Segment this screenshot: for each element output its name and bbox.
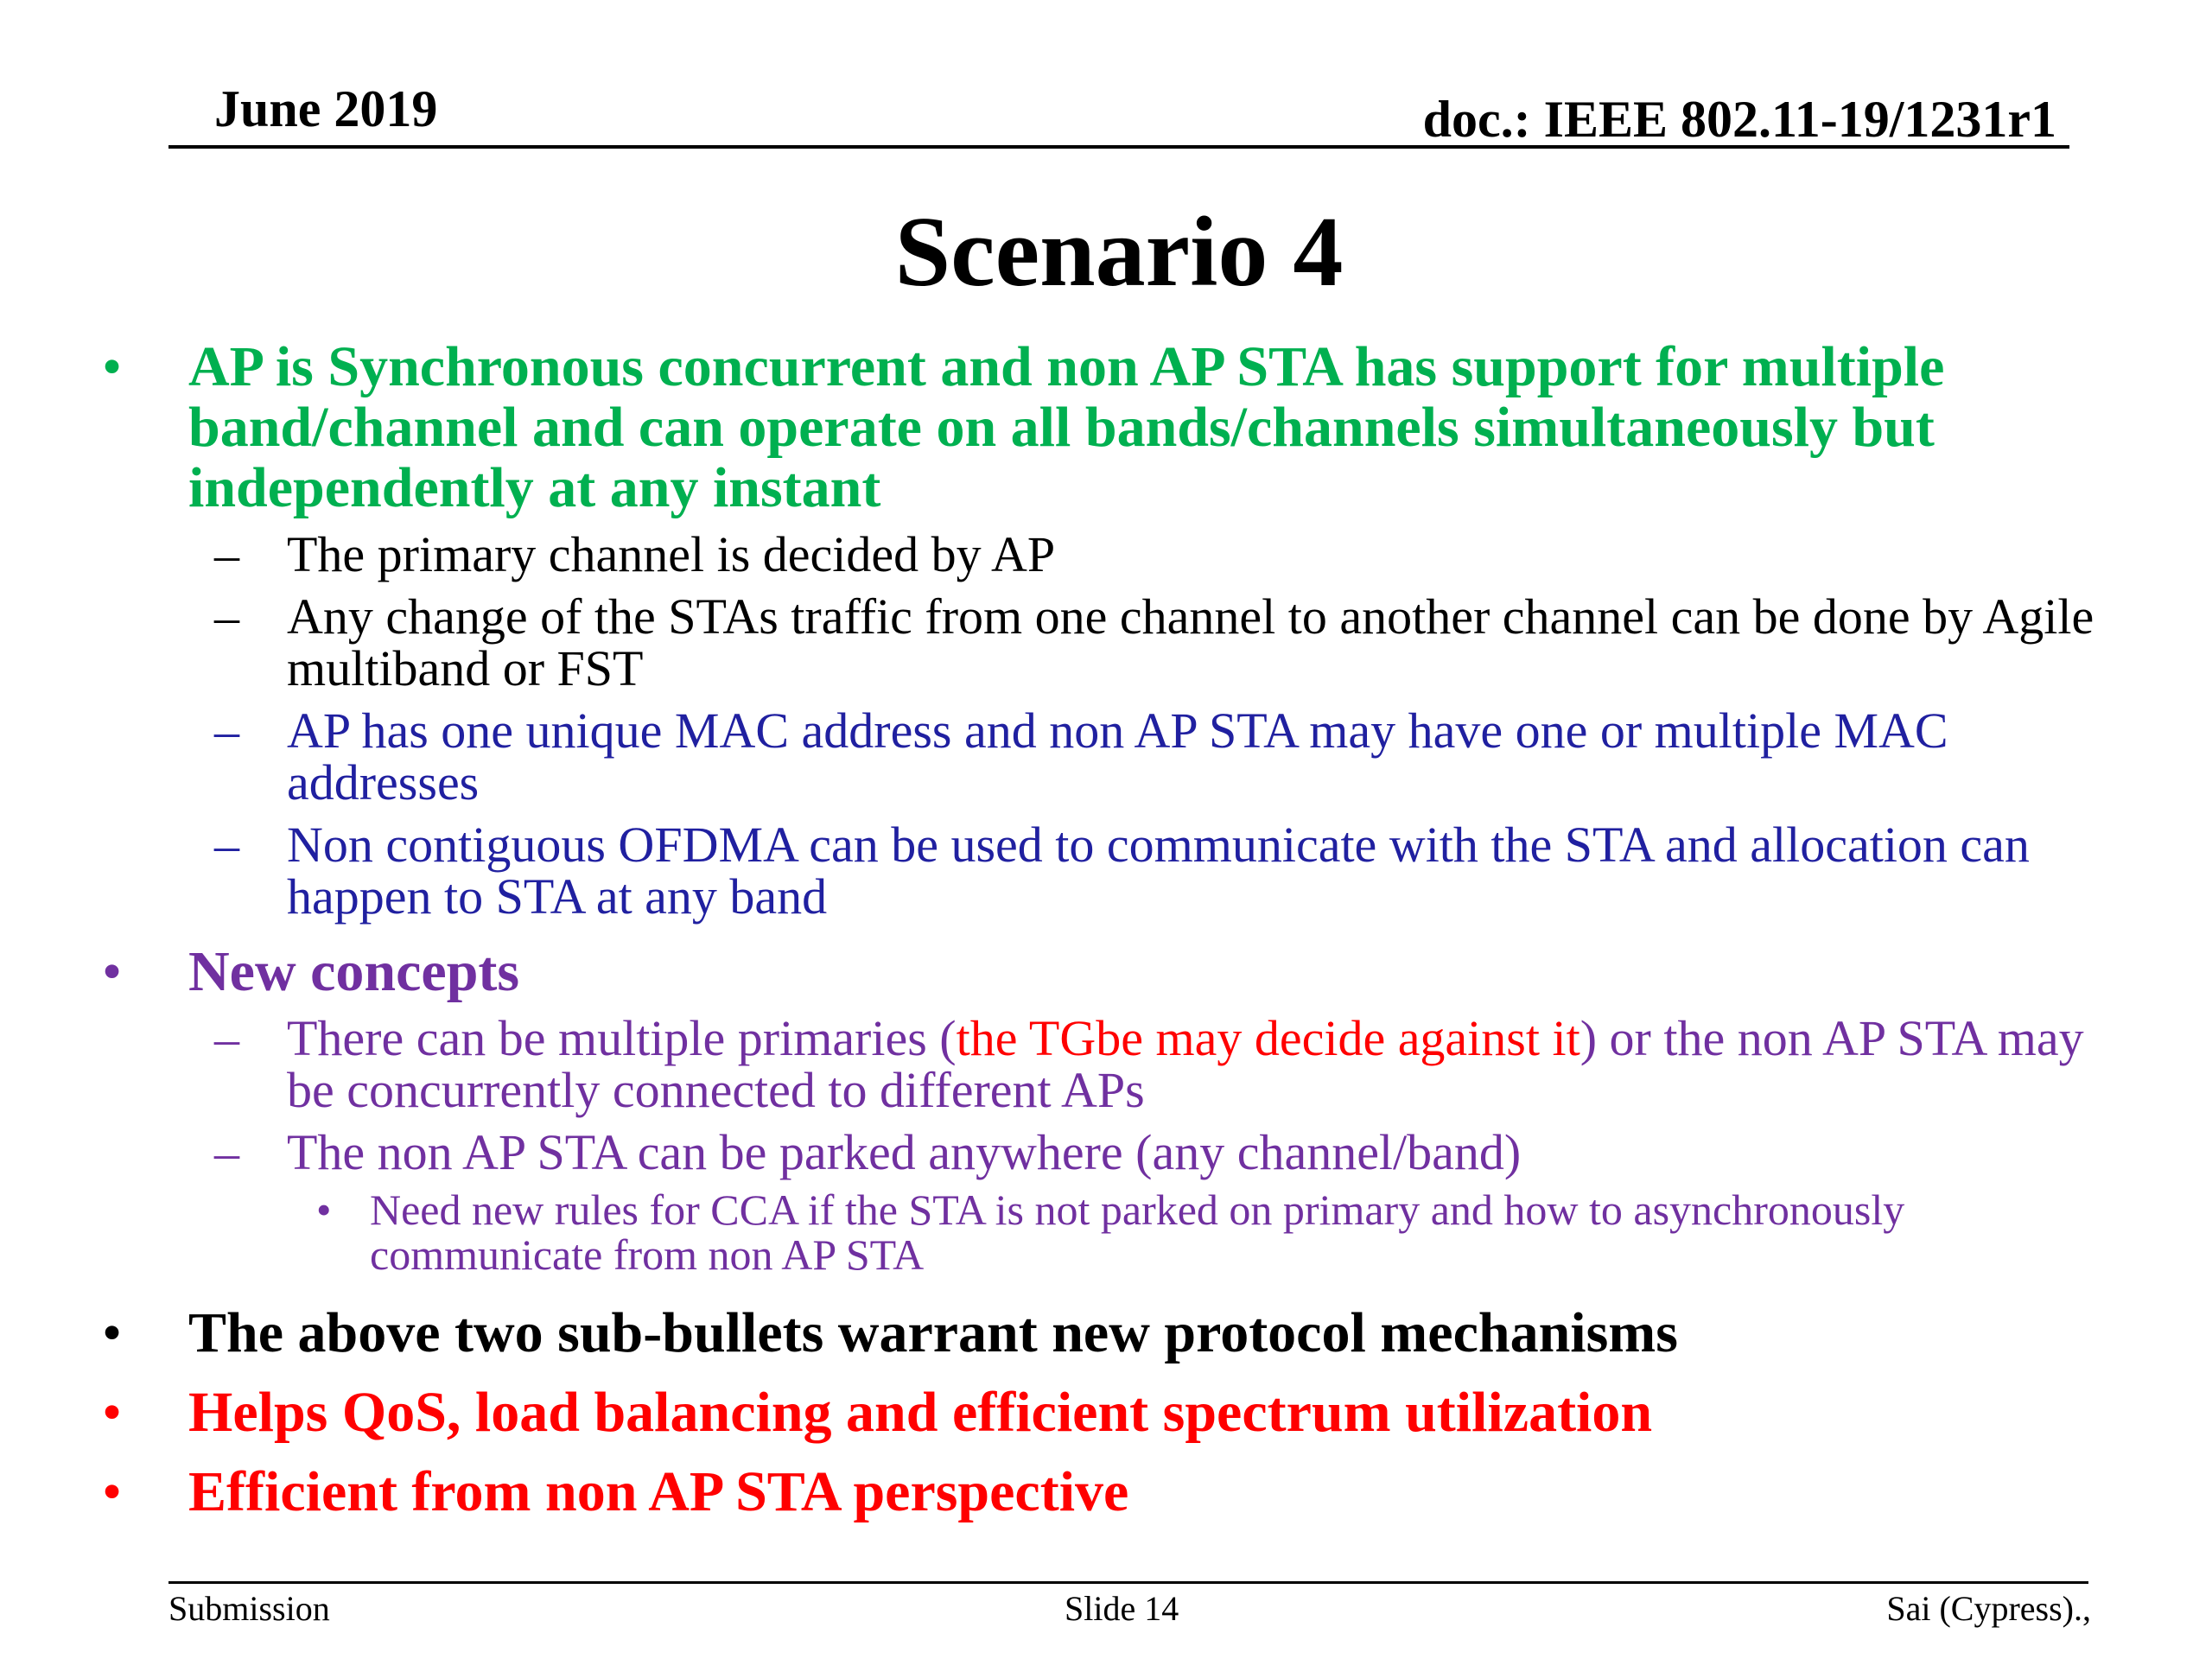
sub-bullet-primary-channel [0, 526, 2143, 582]
bullet-marker: • [316, 1185, 332, 1234]
sub-bullet-highlight: the TGbe may decide against it [956, 1010, 1580, 1066]
dash-marker: – [214, 1010, 239, 1066]
bullet-protocol-mechanisms [0, 1303, 2143, 1363]
dash-marker: – [214, 817, 239, 873]
bullet-text: New concepts [188, 940, 520, 1003]
bullet-text: Helps QoS, load balancing and efficient spectrum utilization [188, 1381, 1653, 1444]
bullet-ap-synchronous [0, 337, 2143, 518]
bullet-marker: • [102, 940, 123, 1003]
dash-marker: – [214, 1124, 239, 1180]
dash-marker: – [214, 702, 239, 759]
sub-bullet-mac-address [0, 702, 2143, 810]
header-date: June 2019 [214, 80, 438, 137]
bullet-marker: • [102, 335, 123, 398]
bullet-new-concepts [0, 942, 2143, 1002]
sub-bullet-text: Any change of the STAs traffic from one channel to another channel can be done by Agile multiband or FST [287, 588, 2094, 696]
footer-divider [168, 1581, 2088, 1584]
sub-bullet-text: The primary channel is decided by AP [287, 526, 1056, 582]
sub-bullet-multiple-primaries [0, 1010, 2143, 1118]
sub-bullet-text: The non AP STA can be parked anywhere (any channel/band) [287, 1124, 1522, 1180]
dash-marker: – [214, 526, 239, 582]
sub-sub-bullet-cca-rules [0, 1187, 2143, 1277]
sub-bullet-traffic-change [0, 588, 2143, 696]
bullet-text: The above two sub-bullets warrant new protocol mechanisms [188, 1301, 1678, 1364]
bullet-efficient-non-ap [0, 1462, 2143, 1522]
bullet-text: AP is Synchronous concurrent and non AP STA has support for multiple band/channel and can operate on all bands/channels simultaneously but independently at any instant [188, 335, 1945, 519]
footer-submission: Submission [168, 1589, 330, 1628]
sub-bullet-parked-anywhere [0, 1124, 2143, 1180]
header-divider [168, 145, 2069, 149]
sub-bullet-text-part3: ) or the non AP STA may be concurrently connected to different APs [287, 1010, 2084, 1118]
header-doc-id: doc.: IEEE 802.11-19/1231r1 [1422, 91, 2056, 148]
slide-body [0, 337, 2143, 1522]
bullet-marker: • [102, 1381, 123, 1444]
bullet-helps-qos [0, 1382, 2143, 1443]
footer-slide-number: Slide 14 [1065, 1589, 1179, 1628]
sub-sub-bullet-text: Need new rules for CCA if the STA is not parked on primary and how to asynchronously communicate from non AP STA [370, 1185, 1905, 1279]
sub-bullet-text: AP has one unique MAC address and non AP STA may have one or multiple MAC addresses [287, 702, 1948, 810]
slide-title: Scenario 4 [894, 197, 1344, 308]
sub-bullet-ofdma [0, 819, 2143, 923]
sub-bullet-text-part1: There can be multiple primaries ( [287, 1010, 957, 1066]
bullet-marker: • [102, 1460, 123, 1523]
bullet-marker: • [102, 1301, 123, 1364]
footer-author: Sai (Cypress)., [1886, 1589, 2091, 1628]
dash-marker: – [214, 588, 239, 645]
bullet-text: Efficient from non AP STA perspective [188, 1460, 1129, 1523]
sub-bullet-text: Non contiguous OFDMA can be used to communicate with the STA and allocation can happen to STA at any band [287, 817, 2030, 925]
